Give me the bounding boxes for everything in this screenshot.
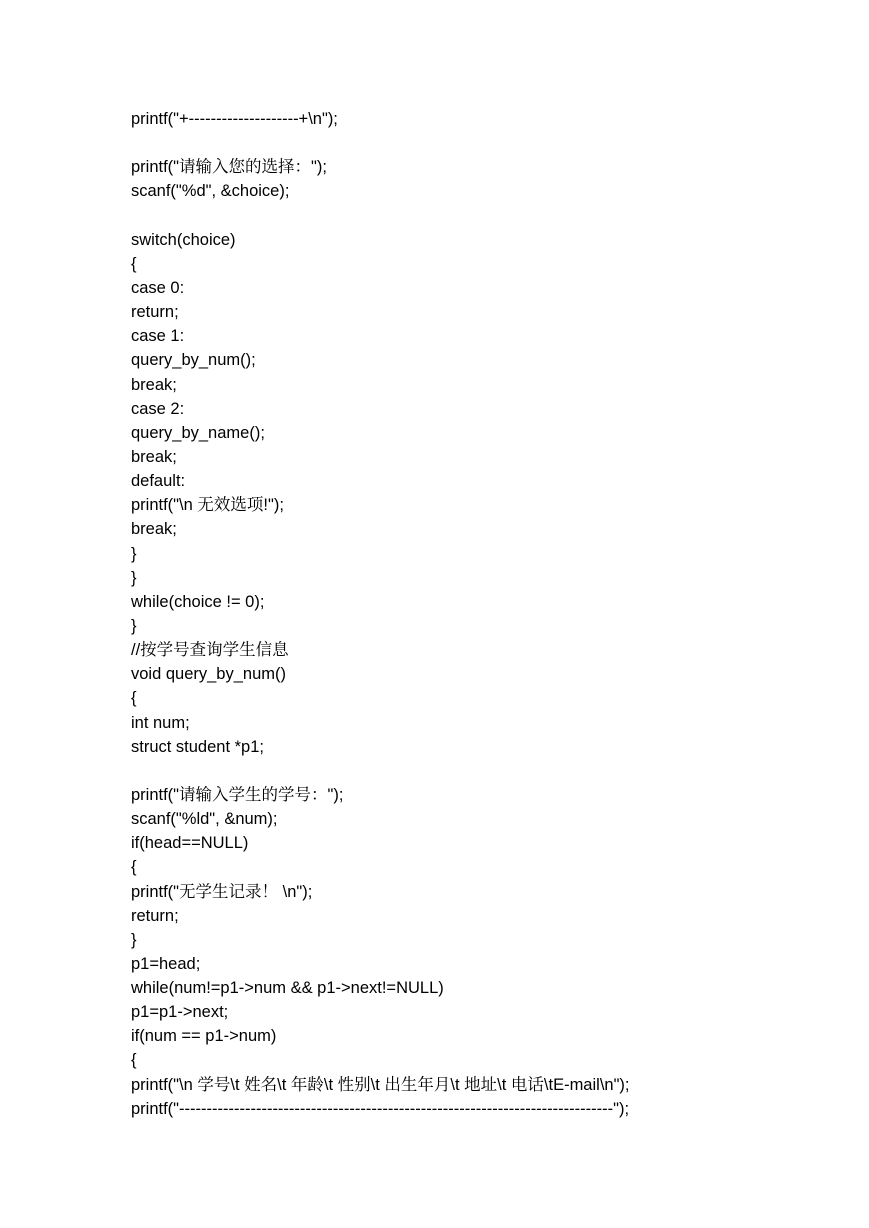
code-line: p1=p1->next;	[131, 1003, 229, 1022]
code-line: printf("请输入您的选择：");	[131, 158, 327, 177]
code-line: void query_by_num()	[131, 665, 286, 684]
code-line: printf("无学生记录！ \n");	[131, 882, 313, 901]
code-line: case 0:	[131, 278, 185, 297]
code-line: {	[131, 254, 137, 273]
code-line: printf("请输入学生的学号：");	[131, 785, 344, 804]
code-line: int num;	[131, 713, 190, 732]
code-line: }	[131, 544, 137, 563]
code-line: {	[131, 689, 137, 708]
code-line: {	[131, 1051, 137, 1070]
code-line: printf("\n 学号\t 姓名\t 年龄\t 性别\t 出生年月\t 地址\t 电话\tE-mail\n");	[131, 1075, 630, 1094]
code-line: break;	[131, 375, 177, 394]
code-line: //按学号查询学生信息	[131, 641, 289, 660]
code-line: break;	[131, 447, 177, 466]
code-line: case 2:	[131, 399, 185, 418]
code-line: query_by_name();	[131, 423, 265, 442]
code-line: while(choice != 0);	[131, 592, 265, 611]
code-line: default:	[131, 472, 186, 491]
code-line: query_by_num();	[131, 351, 256, 370]
code-line: }	[131, 930, 137, 949]
blank-line	[131, 759, 831, 783]
code-line: case 1:	[131, 327, 185, 346]
code-line: if(num == p1->num)	[131, 1027, 277, 1046]
blank-line	[131, 131, 831, 155]
code-line: switch(choice)	[131, 230, 236, 249]
code-line: }	[131, 568, 137, 587]
code-line: scanf("%ld", &num);	[131, 810, 278, 829]
blank-line	[131, 204, 831, 228]
code-line: return;	[131, 906, 179, 925]
code-line: p1=head;	[131, 954, 201, 973]
code-line: {	[131, 858, 137, 877]
code-line: scanf("%d", &choice);	[131, 182, 290, 201]
code-line: break;	[131, 520, 177, 539]
code-line: return;	[131, 303, 179, 322]
code-line: struct student *p1;	[131, 737, 264, 756]
code-line: printf("+--------------------+\n");	[131, 110, 338, 128]
code-line: }	[131, 616, 137, 635]
code-line: if(head==NULL)	[131, 834, 249, 853]
code-line: printf("-------------------------------------------------------------------------------");	[131, 1099, 630, 1118]
code-block	[131, 107, 831, 1121]
code-line: while(num!=p1->num && p1->next!=NULL)	[131, 979, 444, 998]
code-line: printf("\n 无效选项!");	[131, 496, 284, 515]
